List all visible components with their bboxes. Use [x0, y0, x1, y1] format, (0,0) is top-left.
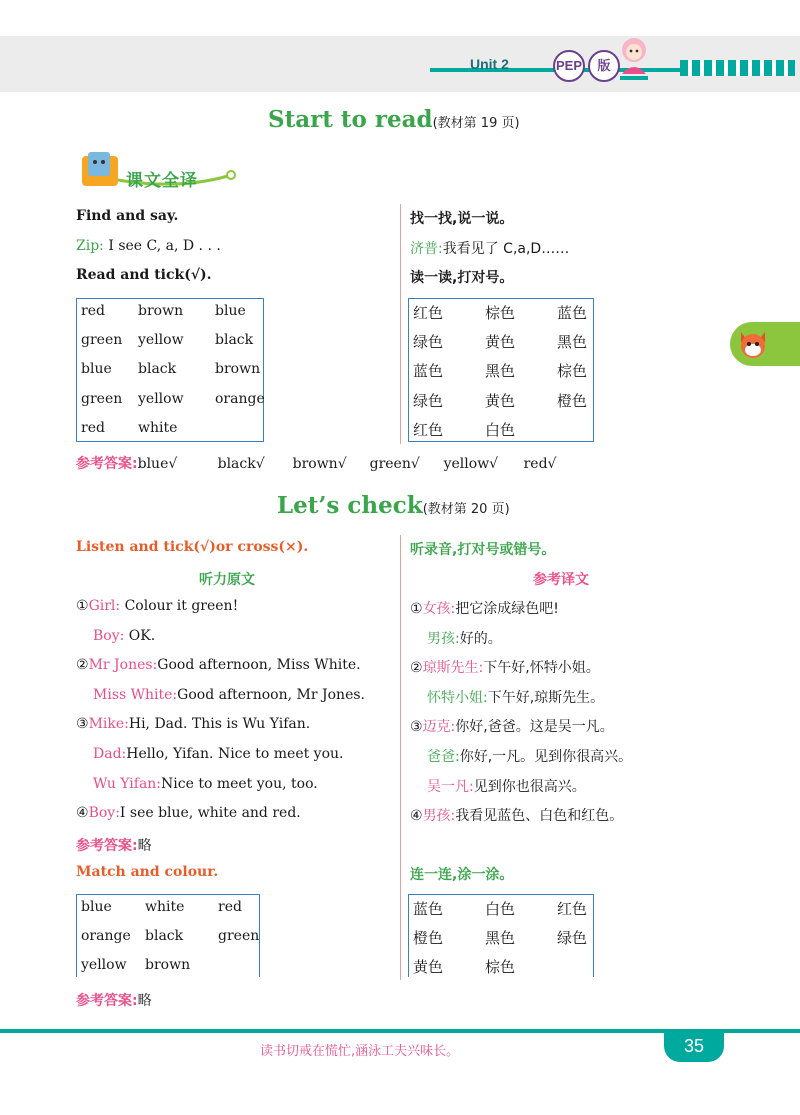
answer-label: 参考答案: — [76, 838, 138, 854]
listen-instruction: Listen and tick(√)or cross(×). — [76, 539, 309, 555]
table-cell: 黄色 — [485, 333, 516, 351]
line-number: ③ — [76, 716, 89, 732]
dialog-text: 你好,一凡。见到你很高兴。 — [459, 749, 633, 765]
dialog-text: I see C, a, D . . . — [103, 238, 221, 254]
dialog-line — [76, 805, 301, 821]
table-cell: 红色 — [413, 421, 444, 439]
read-and-tick: Read and tick(√). — [76, 267, 212, 283]
table-cell: red — [218, 899, 242, 915]
table-cell: orange — [81, 928, 131, 944]
answer-row — [76, 990, 152, 1010]
table-cell: 白色 — [485, 900, 516, 918]
answer-label: 参考答案: — [76, 993, 138, 1009]
table-cell: 棕色 — [485, 304, 516, 322]
dialog-text: 下午好,怀特小姐。 — [483, 660, 600, 676]
line-number: ② — [76, 657, 89, 673]
table-cell: green — [81, 391, 123, 407]
table-cell: blue — [215, 303, 246, 319]
edition-badge: 版 — [588, 50, 620, 82]
table-cell: yellow — [138, 332, 184, 348]
table-cell: blue — [81, 899, 112, 915]
answer-item: red√ — [523, 456, 557, 472]
dialog-line-zh — [427, 776, 586, 796]
answer-text: 略 — [137, 993, 152, 1009]
table-cell: 棕色 — [557, 362, 588, 380]
speaker: 迈克: — [422, 719, 456, 735]
speaker: 怀特小姐: — [427, 690, 488, 706]
pep-badge: PEP — [553, 50, 585, 82]
table-cell: 绿色 — [413, 392, 444, 410]
find-and-say-zh: 找一找,说一说。 — [410, 211, 514, 227]
table-cell: green — [218, 928, 260, 944]
dialog-text: I see blue, white and red. — [119, 805, 301, 821]
match-instruction: Match and colour. — [76, 864, 219, 880]
speaker: 爸爸: — [427, 749, 460, 765]
table-cell: green — [81, 332, 123, 348]
table-cell: brown — [145, 957, 191, 973]
read-and-tick-zh: 读一读,打对号。 — [410, 270, 514, 286]
unit-label: Unit 2 — [470, 56, 509, 72]
speaker: 男孩: — [427, 631, 460, 647]
dialog-text: 把它涂成绿色吧! — [455, 601, 559, 617]
table-cell: red — [81, 420, 105, 436]
table-cell: 蓝色 — [413, 362, 444, 380]
speaker: Boy: — [88, 805, 120, 821]
dialog-line-zh — [410, 657, 600, 677]
section-title-lets-check — [277, 492, 510, 519]
dialog-text: 我看见了 C,a,D…… — [442, 241, 570, 257]
dialog-text: Good afternoon, Miss White. — [157, 657, 361, 673]
answer-item: green√ — [369, 456, 420, 472]
dialog-text: 见到你也很高兴。 — [473, 779, 586, 795]
speaker: 琼斯先生: — [422, 660, 484, 676]
section-title-start-to-read — [268, 106, 520, 133]
speaker: Girl: — [88, 598, 121, 614]
table-cell: yellow — [81, 957, 127, 973]
dialog-text: 我看见蓝色、白色和红色。 — [455, 808, 624, 824]
dialog-line — [76, 598, 238, 614]
script-title: 听力原文 — [199, 572, 255, 588]
page-reference: (教材第 20 页) — [422, 502, 510, 517]
table-cell: black — [215, 332, 254, 348]
table-cell: 黄色 — [485, 392, 516, 410]
page-reference: (教材第 19 页) — [432, 116, 520, 131]
page-number: 35 — [664, 1030, 724, 1062]
speaker: Zip: — [76, 238, 104, 254]
speaker: Mr Jones: — [88, 657, 158, 673]
table-cell: 蓝色 — [557, 304, 588, 322]
table-cell: 黑色 — [557, 333, 588, 351]
dialog-line-zh — [410, 716, 614, 736]
match-table-zh — [408, 894, 594, 977]
table-cell: 黄色 — [413, 958, 444, 976]
dialog-line — [76, 657, 361, 673]
cartoon-girl-icon — [612, 34, 656, 84]
dialog-text: 你好,爸爸。这是吴一凡。 — [455, 719, 614, 735]
table-cell: 橙色 — [413, 929, 444, 947]
dialog-line — [76, 716, 310, 732]
zip-line — [76, 238, 221, 254]
answer-item: blue√ — [137, 456, 178, 472]
table-cell: brown — [138, 303, 184, 319]
answer-text: 略 — [137, 838, 152, 854]
line-number: ④ — [76, 805, 89, 821]
dialog-text: Hi, Dad. This is Wu Yifan. — [128, 716, 311, 732]
answer-item: black√ — [217, 456, 265, 472]
table-cell: orange — [215, 391, 265, 407]
color-table-zh — [408, 298, 594, 442]
color-table-en — [76, 298, 264, 442]
dialog-line-zh — [410, 805, 623, 825]
answer-row — [76, 835, 152, 855]
line-number: ④ — [410, 808, 423, 824]
dialog-line — [93, 776, 318, 792]
dialog-line — [93, 687, 365, 703]
line-number: ① — [410, 601, 423, 617]
dialog-text: 下午好,琼斯先生。 — [487, 690, 605, 706]
table-cell: black — [145, 928, 184, 944]
dialog-text: 好的。 — [459, 631, 502, 647]
dialog-line-zh — [427, 628, 502, 648]
table-cell: black — [138, 361, 177, 377]
table-cell: white — [138, 420, 178, 436]
table-cell: white — [145, 899, 185, 915]
speaker: 男孩: — [422, 808, 456, 824]
table-cell: blue — [81, 361, 112, 377]
dialog-line-zh — [427, 687, 604, 707]
dialog-text: Nice to meet you, too. — [161, 776, 318, 792]
table-cell: 白色 — [485, 421, 516, 439]
dialog-text: Hello, Yifan. Nice to meet you. — [126, 746, 344, 762]
speaker: 女孩: — [422, 601, 456, 617]
speaker: Wu Yifan: — [93, 776, 162, 792]
listen-instruction-zh: 听录音,打对号或错号。 — [410, 542, 556, 558]
table-cell: 绿色 — [413, 333, 444, 351]
header-checker-stripe — [680, 60, 795, 76]
fox-mascot-icon — [737, 328, 769, 360]
find-and-say: Find and say. — [76, 208, 179, 224]
speaker: 吴一凡: — [427, 779, 474, 795]
table-cell: 黑色 — [485, 929, 516, 947]
table-cell: 红色 — [413, 304, 444, 322]
table-cell: 黑色 — [485, 362, 516, 380]
footer-motto: 读书切戒在慌忙,涵泳工夫兴味长。 — [260, 1044, 460, 1059]
answer-item: brown√ — [292, 456, 347, 472]
speaker: 济普: — [410, 241, 443, 257]
zip-line-zh — [410, 238, 569, 258]
dialog-line-zh — [427, 746, 632, 766]
table-cell: 红色 — [557, 900, 588, 918]
column-divider — [400, 535, 401, 980]
line-number: ① — [76, 598, 89, 614]
line-number: ② — [410, 660, 423, 676]
translation-title: 参考译文 — [533, 572, 589, 588]
speaker: Mike: — [88, 716, 129, 732]
table-cell: 橙色 — [557, 392, 588, 410]
answer-row — [76, 453, 556, 473]
line-number: ③ — [410, 719, 423, 735]
table-cell: yellow — [138, 391, 184, 407]
column-divider — [400, 204, 401, 444]
table-cell: 蓝色 — [413, 900, 444, 918]
dialog-text: Good afternoon, Mr Jones. — [177, 687, 365, 703]
table-cell: brown — [215, 361, 261, 377]
dialog-line — [93, 628, 155, 644]
dialog-text: OK. — [124, 628, 156, 644]
match-instruction-zh: 连一连,涂一涂。 — [410, 867, 514, 883]
table-cell: 绿色 — [557, 929, 588, 947]
answer-item: yellow√ — [443, 456, 499, 472]
speaker: Dad: — [93, 746, 127, 762]
section-title-text: Start to read — [268, 106, 433, 133]
answer-label: 参考答案: — [76, 456, 138, 472]
dialog-text: Colour it green! — [120, 598, 239, 614]
dialog-line-zh — [410, 598, 559, 618]
match-table-en — [76, 894, 260, 977]
table-cell: red — [81, 303, 105, 319]
speaker: Boy: — [93, 628, 125, 644]
speaker: Miss White: — [93, 687, 178, 703]
table-cell: 棕色 — [485, 958, 516, 976]
translation-label: 课文全译 — [126, 171, 198, 191]
dialog-line — [93, 746, 343, 762]
section-title-text: Let’s check — [277, 492, 423, 519]
